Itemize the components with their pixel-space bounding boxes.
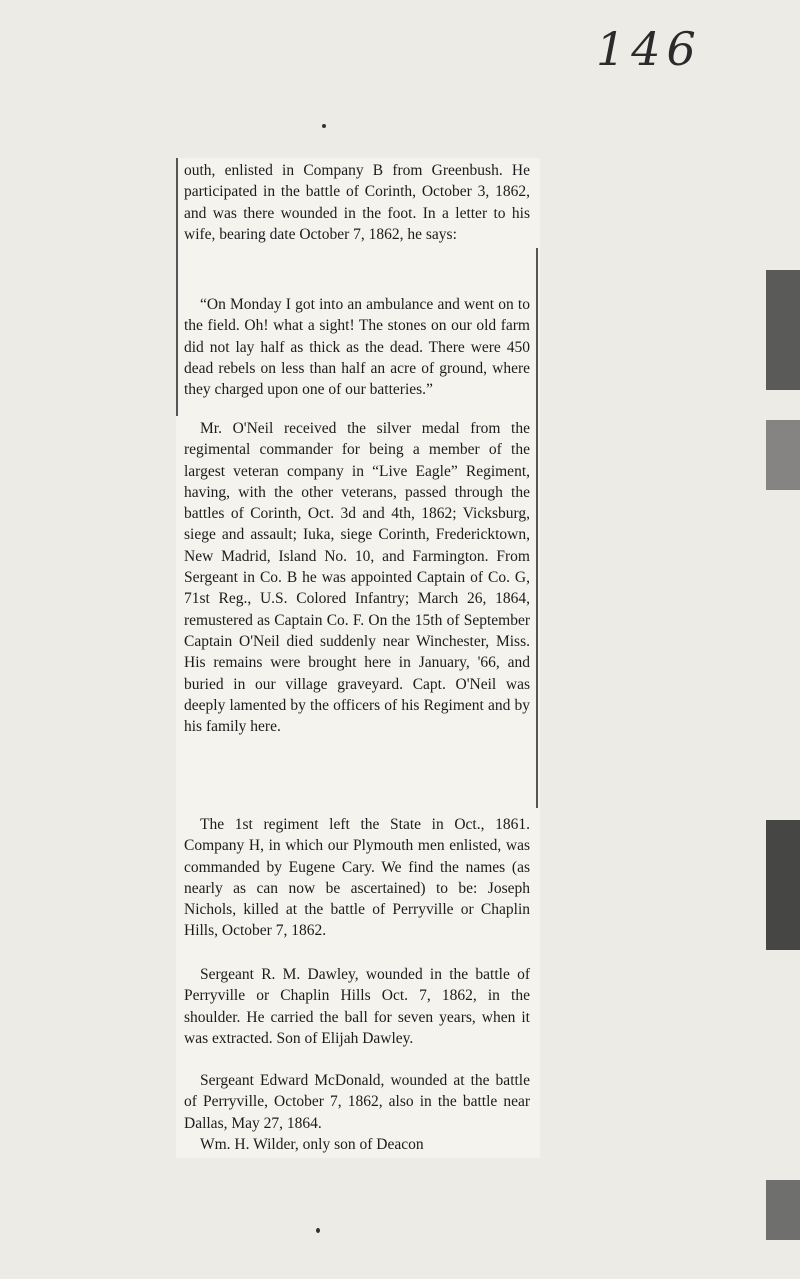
article-paragraph-oneil: Mr. O'Neil received the silver medal from the regimental commander for being a member of the largest veteran company in “Live Eagle” Regiment, having, with the other veterans, passed through the battles of Corinth, Oct. 3d and 4th, 1862; Vicksburg, siege and assault; Iuka, siege Corinth, Fredericktown, New Madrid, Island No. 10, and Farmington. From Sergeant in Co. B he was appointed Captain of Co. G, 71st Reg., U.S. Colored Infantry; March 26, 1864, remustered as Captain Co. F. On the 15th of September Captain O'Neil died suddenly near Winchester, Miss. His remains were brought here in January, '66, and buried in our village graveyard. Capt. O'Neil was deeply lamented by the officers of his Regiment and by his family here. <box>184 420 530 736</box>
edge-shadow-top <box>766 270 800 390</box>
edge-shadow-middle <box>766 420 800 490</box>
speck-bottom <box>316 1228 320 1233</box>
page-number: 146 <box>596 22 702 76</box>
speck-top <box>322 124 326 128</box>
column-rule-right <box>536 248 538 808</box>
article-paragraph-1st-regiment: The 1st regiment left the State in Oct., 1861. Company H, in which our Plymouth men enlisted, was commanded by Eugene Cary. We find the names (as nearly as can now be ascertained) to be: Joseph Nichols, killed at the battle of Perryville or Chaplin Hills, October 7, 1862. <box>184 816 530 940</box>
newspaper-clipping <box>176 158 540 1158</box>
edge-shadow-lower <box>766 820 800 950</box>
article-paragraph-dawley: Sergeant R. M. Dawley, wounded in the battle of Perryville or Chaplin Hills Oct. 7, 1862, in the shoulder. He carried the ball for seven years, when it was extracted. Son of Elijah Dawley. <box>184 966 530 1047</box>
column-rule-left <box>176 158 178 416</box>
article-paragraph-mcdonald: Sergeant Edward McDonald, wounded at the battle of Perryville, October 7, 1862, also in the battle near Dallas, May 27, 1864. <box>184 1072 530 1132</box>
article-paragraph-wilder: Wm. H. Wilder, only son of Deacon <box>200 1136 424 1153</box>
article-paragraph-1: outh, enlisted in Company B from Greenbush. He participated in the battle of Corinth, October 3, 1862, and was there wounded in the foot. In a letter to his wife, bearing date October 7, 1862, he says: <box>184 162 530 243</box>
edge-shadow-bottom <box>766 1180 800 1240</box>
article-quote-paragraph: “On Monday I got into an ambulance and went on to the field. Oh! what a sight! The stones on our old farm did not lay half as thick as the dead. There were 450 dead rebels on less than half an acre of ground, where they charged upon one of our batteries.” <box>184 296 530 399</box>
